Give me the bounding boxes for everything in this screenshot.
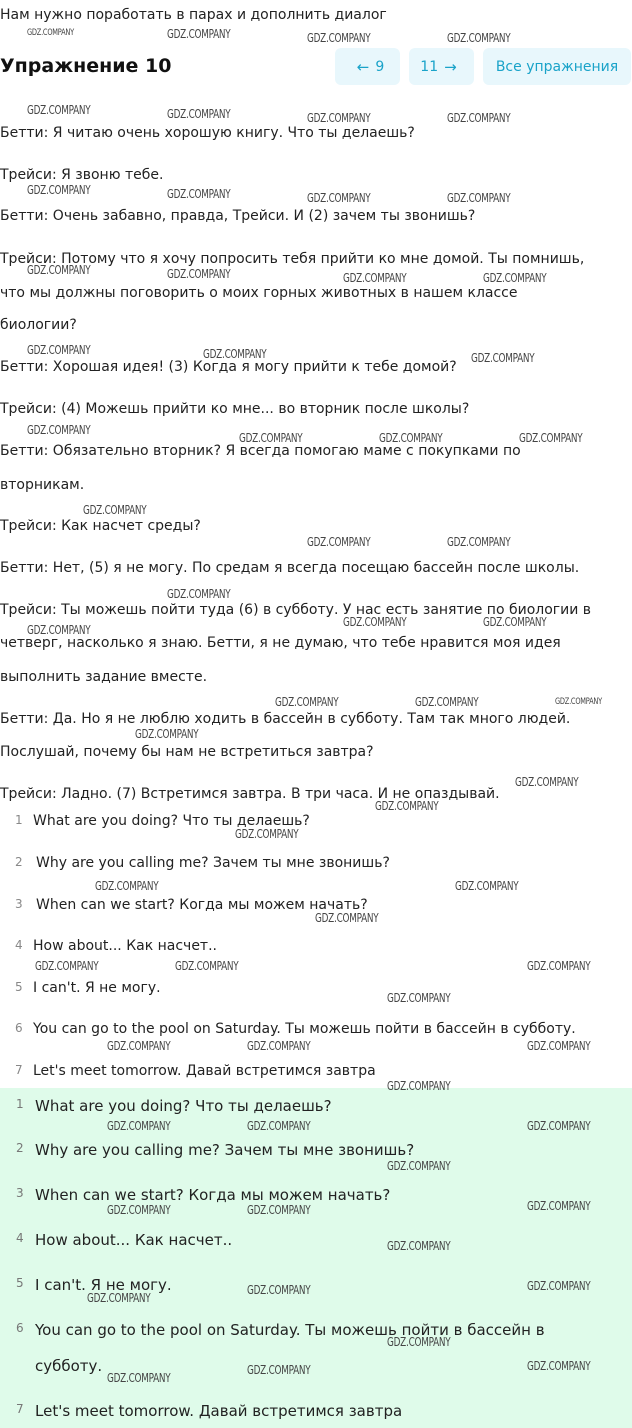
answer-number: 2: [15, 855, 23, 869]
watermark: GDZ.COMPANY: [247, 1203, 311, 1217]
answer-number: 5: [15, 980, 23, 994]
watermark: GDZ.COMPANY: [447, 191, 511, 205]
dialogue-line: Трейси: Я звоню тебе.: [0, 167, 164, 183]
highlight-answer-text: I can't. Я не могу.: [35, 1276, 172, 1294]
watermark: GDZ.COMPANY: [483, 271, 547, 285]
watermark: GDZ.COMPANY: [307, 191, 371, 205]
dialogue-line: Бетти: Обязательно вторник? Я всегда помогаю маме с покупками по: [0, 443, 521, 459]
watermark: GDZ.COMPANY: [307, 535, 371, 549]
watermark: GDZ.COMPANY: [527, 1199, 591, 1213]
dialogue-line: Бетти: Хорошая идея! (3) Когда я могу прийти к тебе домой?: [0, 359, 457, 375]
highlight-answer-item: [0, 1402, 632, 1422]
dialogue-line: Бетти: Да. Но я не люблю ходить в бассейн в субботу. Там так много людей.: [0, 711, 571, 727]
dialogue-line: Бетти: Я читаю очень хорошую книгу. Что ты делаешь?: [0, 125, 415, 141]
dialogue-line: Бетти: Очень забавно, правда, Трейси. И (2) зачем ты звонишь?: [0, 208, 476, 224]
watermark: GDZ.COMPANY: [107, 1371, 171, 1385]
highlight-answer-text: How about... Как насчет..: [35, 1231, 233, 1249]
watermark: GDZ.COMPANY: [27, 623, 91, 637]
watermark: GDZ.COMPANY: [107, 1203, 171, 1217]
highlight-answer-text: You can go to the pool on Saturday. Ты можешь пойти в бассейн в: [35, 1321, 545, 1339]
watermark: GDZ.COMPANY: [167, 187, 231, 201]
watermark: GDZ.COMPANY: [527, 1279, 591, 1293]
watermark: GDZ.COMPANY: [515, 775, 579, 789]
watermark: GDZ.COMPANY: [135, 727, 199, 741]
highlight-answer-number: 7: [16, 1402, 24, 1416]
answer-number: 4: [15, 938, 23, 952]
watermark: GDZ.COMPANY: [379, 431, 443, 445]
watermark: GDZ.COMPANY: [307, 111, 371, 125]
highlight-answer-text: Why are you calling me? Зачем ты мне звонишь?: [35, 1141, 415, 1159]
answer-item: [0, 938, 632, 958]
prev-exercise-label: 9: [375, 58, 385, 75]
answer-item: [0, 813, 632, 833]
answer-item: [0, 980, 632, 1000]
watermark: GDZ.COMPANY: [519, 431, 583, 445]
watermark: GDZ.COMPANY: [247, 1119, 311, 1133]
watermark: GDZ.COMPANY: [471, 351, 535, 365]
watermark: GDZ.COMPANY: [239, 431, 303, 445]
highlight-answer-number: 6: [16, 1321, 24, 1335]
next-exercise-button[interactable]: [409, 48, 474, 85]
highlight-answer-text: субботу.: [35, 1357, 103, 1375]
highlight-answer-text: What are you doing? Что ты делаешь?: [35, 1097, 332, 1115]
answer-number: 6: [15, 1021, 23, 1035]
dialogue-line: биологии?: [0, 317, 77, 333]
watermark: GDZ.COMPANY: [107, 1119, 171, 1133]
answer-number: 3: [15, 897, 23, 911]
watermark: GDZ.COMPANY: [235, 827, 299, 841]
dialogue-line: Бетти: Нет, (5) я не могу. По средам я всегда посещаю бассейн после школы.: [0, 560, 580, 576]
answer-text: What are you doing? Что ты делаешь?: [33, 813, 310, 829]
watermark: GDZ.COMPANY: [167, 27, 231, 41]
watermark: GDZ.COMPANY: [415, 695, 479, 709]
highlight-answer-number: 3: [16, 1186, 24, 1200]
dialogue-line: Трейси: Ладно. (7) Встретимся завтра. В три часа. И не опаздывай.: [0, 786, 500, 802]
watermark: GDZ.COMPANY: [527, 1039, 591, 1053]
watermark: GDZ.COMPANY: [107, 1039, 171, 1053]
watermark: GDZ.COMPANY: [527, 1119, 591, 1133]
watermark: GDZ.COMPANY: [167, 107, 231, 121]
answer-text: You can go to the pool on Saturday. Ты можешь пойти в бассейн в субботу.: [33, 1021, 576, 1037]
watermark: GDZ.COMPANY: [87, 1291, 151, 1305]
highlight-answer-text: When can we start? Когда мы можем начать?: [35, 1186, 391, 1204]
watermark: GDZ.COMPANY: [527, 1359, 591, 1373]
watermark: GDZ.COMPANY: [27, 263, 91, 277]
answer-item: [0, 1021, 632, 1041]
watermark: GDZ.COMPANY: [203, 347, 267, 361]
highlight-answer-number: 4: [16, 1231, 24, 1245]
watermark: GDZ.COMPANY: [27, 28, 74, 38]
dialogue-line: что мы должны поговорить о моих горных животных в нашем классе: [0, 285, 518, 301]
answer-text: I can't. Я не могу.: [33, 980, 161, 996]
answer-number: 1: [15, 813, 23, 827]
watermark: GDZ.COMPANY: [387, 1159, 451, 1173]
watermark: GDZ.COMPANY: [375, 799, 439, 813]
watermark: GDZ.COMPANY: [27, 343, 91, 357]
watermark: GDZ.COMPANY: [27, 103, 91, 117]
watermark: GDZ.COMPANY: [387, 991, 451, 1005]
watermark: GDZ.COMPANY: [447, 535, 511, 549]
watermark: GDZ.COMPANY: [175, 959, 239, 973]
answer-text: Why are you calling me? Зачем ты мне звонишь?: [36, 855, 390, 871]
watermark: GDZ.COMPANY: [307, 31, 371, 45]
watermark: GDZ.COMPANY: [275, 695, 339, 709]
answer-number: 7: [15, 1063, 23, 1077]
highlight-answer-item: [0, 1321, 632, 1341]
highlight-answer-text: Let's meet tomorrow. Давай встретимся завтра: [35, 1402, 403, 1420]
dialogue-line: выполнить задание вместе.: [0, 669, 208, 685]
watermark: GDZ.COMPANY: [387, 1239, 451, 1253]
watermark: GDZ.COMPANY: [455, 879, 519, 893]
all-exercises-button[interactable]: Все упражнения: [483, 48, 631, 85]
watermark: GDZ.COMPANY: [447, 111, 511, 125]
watermark: GDZ.COMPANY: [387, 1335, 451, 1349]
watermark: GDZ.COMPANY: [315, 911, 379, 925]
watermark: GDZ.COMPANY: [343, 271, 407, 285]
highlight-answer-number: 1: [16, 1097, 24, 1111]
intro-text: Нам нужно поработать в парах и дополнить диалог: [0, 7, 387, 23]
highlight-answer-number: 2: [16, 1141, 24, 1155]
next-exercise-label: 11: [420, 58, 439, 75]
answer-text: Let's meet tomorrow. Давай встретимся завтра: [33, 1063, 376, 1079]
watermark: GDZ.COMPANY: [27, 423, 91, 437]
watermark: GDZ.COMPANY: [95, 879, 159, 893]
watermark: GDZ.COMPANY: [447, 31, 511, 45]
highlight-answer-item: [0, 1141, 632, 1161]
watermark: GDZ.COMPANY: [27, 183, 91, 197]
answer-item: [0, 855, 632, 875]
dialogue-line: вторникам.: [0, 477, 85, 493]
dialogue-line: Трейси: Потому что я хочу попросить тебя прийти ко мне домой. Ты помнишь,: [0, 251, 585, 267]
watermark: GDZ.COMPANY: [167, 587, 231, 601]
dialogue-line: Трейси: Как насчет среды?: [0, 518, 201, 534]
watermark: GDZ.COMPANY: [83, 503, 147, 517]
arrow-right-icon: →: [444, 57, 457, 76]
watermark: GDZ.COMPANY: [387, 1079, 451, 1093]
watermark: GDZ.COMPANY: [35, 959, 99, 973]
answer-highlight-block: [0, 1088, 632, 1428]
watermark: GDZ.COMPANY: [167, 267, 231, 281]
answer-text: How about... Как насчет..: [33, 938, 217, 954]
watermark: GDZ.COMPANY: [555, 697, 602, 707]
watermark: GDZ.COMPANY: [247, 1363, 311, 1377]
watermark: GDZ.COMPANY: [247, 1039, 311, 1053]
highlight-answer-item: [0, 1097, 632, 1117]
prev-exercise-button[interactable]: [335, 48, 400, 85]
highlight-answer-item: [0, 1231, 632, 1251]
watermark: GDZ.COMPANY: [527, 959, 591, 973]
dialogue-line: Трейси: (4) Можешь прийти ко мне... во вторник после школы?: [0, 401, 470, 417]
highlight-answer-number: 5: [16, 1276, 24, 1290]
dialogue-line: Послушай, почему бы нам не встретиться завтра?: [0, 744, 374, 760]
answer-text: When can we start? Когда мы можем начать?: [36, 897, 368, 913]
page-title: Упражнение 10: [0, 55, 172, 77]
dialogue-line: четверг, насколько я знаю. Бетти, я не думаю, что тебе нравится моя идея: [0, 635, 561, 651]
watermark: GDZ.COMPANY: [247, 1283, 311, 1297]
arrow-left-icon: ←: [356, 57, 370, 76]
watermark: GDZ.COMPANY: [483, 615, 547, 629]
watermark: GDZ.COMPANY: [343, 615, 407, 629]
dialogue-line: Трейси: Ты можешь пойти туда (6) в субботу. У нас есть занятие по биологии в: [0, 602, 592, 618]
answer-item: [0, 1063, 632, 1083]
